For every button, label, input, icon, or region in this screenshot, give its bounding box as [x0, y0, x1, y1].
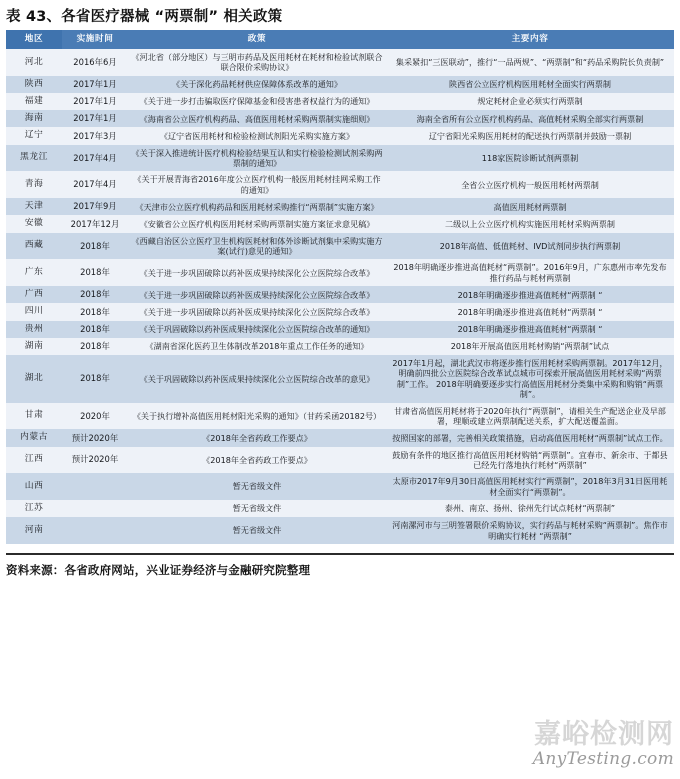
watermark-english: AnyTesting.com [532, 749, 674, 769]
cell-region: 福建 [6, 93, 62, 110]
cell-policy: 《河北省（部分地区）与三明市药品及医用耗材在耗材和检验试剂联合联合限价采购协议》 [128, 49, 386, 76]
cell-region: 天津 [6, 198, 62, 215]
table-row [6, 473, 674, 500]
table-row [6, 259, 674, 286]
cell-time [62, 473, 128, 500]
cell-region: 湖南 [6, 338, 62, 355]
column-header-region: 地区 [6, 30, 62, 49]
footer-divider [6, 553, 674, 555]
cell-policy: 《2018年全省药政工作要点》 [128, 447, 386, 474]
cell-content: 2018年明确逐步推进高值耗材“两票制 “ [386, 321, 674, 338]
cell-policy: 《安徽省公立医疗机构医用耗材采购两票制实施方案征求意见稿》 [128, 215, 386, 232]
cell-policy: 《天津市公立医疗机构药品和医用耗材采购推行“两票制”实施方案》 [128, 198, 386, 215]
table-header-row [6, 30, 674, 49]
watermark [533, 721, 674, 769]
cell-policy: 《关于进一步巩固破除以药补医成果持续深化公立医院综合改革》 [128, 286, 386, 303]
cell-content: 辽宁省阳光采购医用耗材的配送执行两票制并鼓励一票制 [386, 127, 674, 144]
cell-time: 2020年 [62, 403, 128, 430]
cell-time: 2017年3月 [62, 127, 128, 144]
cell-region: 四川 [6, 303, 62, 320]
cell-policy: 暂无省级文件 [128, 517, 386, 544]
cell-policy: 暂无省级文件 [128, 500, 386, 517]
table-row [6, 338, 674, 355]
cell-region: 广西 [6, 286, 62, 303]
cell-time: 2018年 [62, 338, 128, 355]
cell-region: 陕西 [6, 76, 62, 93]
cell-content: 118家医院诊断试剂两票制 [386, 145, 674, 172]
cell-content: 高值医用耗材两票制 [386, 198, 674, 215]
cell-time: 2017年1月 [62, 76, 128, 93]
cell-time: 2017年1月 [62, 93, 128, 110]
cell-region: 辽宁 [6, 127, 62, 144]
table-row [6, 355, 674, 402]
cell-time: 预计2020年 [62, 429, 128, 446]
table-row [6, 76, 674, 93]
source-note: 资料来源：各省政府网站，兴业证券经济与金融研究院整理 [6, 562, 311, 577]
cell-content: 陕西省公立医疗机构医用耗材全面实行两票制 [386, 76, 674, 93]
table-row [6, 145, 674, 172]
cell-region: 青海 [6, 171, 62, 198]
cell-policy: 《海南省公立医疗机构药品、高值医用耗材采购两票制实施细则》 [128, 110, 386, 127]
cell-content: 2018年明确逐步推进高值耗材“两票制 “ [386, 286, 674, 303]
table-row [6, 110, 674, 127]
cell-content: 甘肃省高值医用耗材将于2020年执行“两票制”，请相关生产配送企业及早部署，理顺或建立两票制配送关系，扩大配送覆盖面。 [386, 403, 674, 430]
watermark-chinese: 嘉峪检测网 [534, 719, 674, 750]
cell-content: 太原市2017年9月30日高值医用耗材实行“两票制”，2018年3月31日医用耗材全面实行“两票制”。 [386, 473, 674, 500]
cell-region: 河北 [6, 49, 62, 76]
table-row [6, 233, 674, 260]
cell-content: 鼓励有条件的地区推行高值医用耗材购销“两票制”。宜春市、新余市、于都县已经先行落地执行耗材“两票制” [386, 447, 674, 474]
policy-table-container [6, 30, 674, 544]
table-row [6, 517, 674, 544]
cell-content: 2018年开展高值医用耗材购销“两票制”试点 [386, 338, 674, 355]
cell-region: 黑龙江 [6, 145, 62, 172]
cell-policy: 《西藏自治区公立医疗卫生机构医耗材和体外诊断试剂集中采购实施方案(试行)意见的通知》 [128, 233, 386, 260]
cell-content: 海南全省所有公立医疗机构药品、高值耗材采购全部实行两票制 [386, 110, 674, 127]
cell-policy: 《关于巩固破除以药补医成果持续深化公立医院综合改革的通知》 [128, 321, 386, 338]
table-row [6, 198, 674, 215]
cell-policy: 《关于深化药品耗材供应保障体系改革的通知》 [128, 76, 386, 93]
column-header-time: 实施时间 [62, 30, 128, 49]
table-row [6, 500, 674, 517]
cell-time: 2018年 [62, 233, 128, 260]
cell-time: 2018年 [62, 259, 128, 286]
cell-time: 2018年 [62, 303, 128, 320]
cell-time: 2016年6月 [62, 49, 128, 76]
cell-region: 甘肃 [6, 403, 62, 430]
cell-time: 2018年 [62, 286, 128, 303]
cell-content: 2018年高值、低值耗材、IVD试剂同步执行两票制 [386, 233, 674, 260]
cell-content: 2018年明确逐步推进高值耗材“两票制”。2016年9月，广东惠州市率先发布推行药品与耗材两票制 [386, 259, 674, 286]
table-row [6, 49, 674, 76]
cell-policy: 《辽宁省医用耗材和检验检测试剂阳光采购实施方案》 [128, 127, 386, 144]
cell-policy: 《关于进一步巩固破除以药补医成果持续深化公立医院综合改革》 [128, 259, 386, 286]
column-header-content: 主要内容 [386, 30, 674, 49]
cell-content: 2018年明确逐步推进高值耗材“两票制 “ [386, 303, 674, 320]
cell-time: 2017年12月 [62, 215, 128, 232]
table-header [6, 30, 674, 49]
table-row [6, 321, 674, 338]
cell-content: 规定耗材企业必须实行两票制 [386, 93, 674, 110]
page-title: 表 43、各省医疗器械 “两票制” 相关政策 [6, 9, 283, 25]
cell-content: 河南漯河市与三明签署限价采购协议，实行药品与耗材采购“两票制”。焦作市明确实行耗材 “两票制” [386, 517, 674, 544]
cell-region: 江西 [6, 447, 62, 474]
cell-time: 2018年 [62, 355, 128, 402]
table-body [6, 49, 674, 544]
cell-time: 2017年4月 [62, 171, 128, 198]
cell-policy: 《关于巩固破除以药补医成果持续深化公立医院综合改革的意见》 [128, 355, 386, 402]
cell-policy: 《2018年全省药政工作要点》 [128, 429, 386, 446]
cell-region: 贵州 [6, 321, 62, 338]
cell-time: 预计2020年 [62, 447, 128, 474]
column-header-policy: 政策 [128, 30, 386, 49]
cell-policy: 暂无省级文件 [128, 473, 386, 500]
cell-content: 全省公立医疗机构一般医用耗材两票制 [386, 171, 674, 198]
table-row [6, 215, 674, 232]
table-row [6, 403, 674, 430]
cell-policy: 《关于进一步打击骗取医疗保障基金和侵害患者权益行为的通知》 [128, 93, 386, 110]
cell-content: 集采紧扣“三医联动”，推行“一品两规”、“两票制”和“药品采购院长负责制” [386, 49, 674, 76]
title-bar [0, 0, 680, 26]
cell-region: 海南 [6, 110, 62, 127]
table-row [6, 171, 674, 198]
cell-content: 泰州、南京、扬州、徐州先行试点耗材“两票制” [386, 500, 674, 517]
cell-time: 2017年9月 [62, 198, 128, 215]
cell-content: 2017年1月起，湖北武汉市将逐步推行医用耗材采购两票制。2017年12月，明确前四批公立医院综合改革试点城市可探索开展高值医用耗材采购“两票制”工作。 2018年明确要逐步实行高值医用耗材分类集中采购和购销“两票制”。 [386, 355, 674, 402]
cell-time [62, 517, 128, 544]
cell-region: 湖北 [6, 355, 62, 402]
table-row [6, 127, 674, 144]
cell-region: 内蒙古 [6, 429, 62, 446]
cell-policy: 《关于深入推进统计医疗机构检验结果互认和实行检验检测试剂采购两票制的通知》 [128, 145, 386, 172]
cell-time: 2017年1月 [62, 110, 128, 127]
table-row [6, 286, 674, 303]
cell-region: 广东 [6, 259, 62, 286]
cell-policy: 《关于进一步巩固破除以药补医成果持续深化公立医院综合改革》 [128, 303, 386, 320]
cell-policy: 《关于执行增补高值医用耗材阳光采购的通知》（甘药采函20182号） [128, 403, 386, 430]
cell-region: 安徽 [6, 215, 62, 232]
cell-region: 山西 [6, 473, 62, 500]
table-row [6, 447, 674, 474]
cell-policy: 《湖南省深化医药卫生体制改革2018年重点工作任务的通知》 [128, 338, 386, 355]
policy-table [6, 30, 674, 544]
cell-content: 二级以上公立医疗机构实施医用耗材采购两票制 [386, 215, 674, 232]
table-row [6, 429, 674, 446]
cell-policy: 《关于开展青海省2016年度公立医疗机构一般医用耗材挂网采购工作的通知》 [128, 171, 386, 198]
cell-time [62, 500, 128, 517]
cell-content: 按照国家的部署，完善相关政策措施，启动高值医用耗材“两票制”试点工作。 [386, 429, 674, 446]
table-row [6, 303, 674, 320]
cell-region: 西藏 [6, 233, 62, 260]
cell-time: 2018年 [62, 321, 128, 338]
table-row [6, 93, 674, 110]
cell-region: 河南 [6, 517, 62, 544]
cell-time: 2017年4月 [62, 145, 128, 172]
cell-region: 江苏 [6, 500, 62, 517]
